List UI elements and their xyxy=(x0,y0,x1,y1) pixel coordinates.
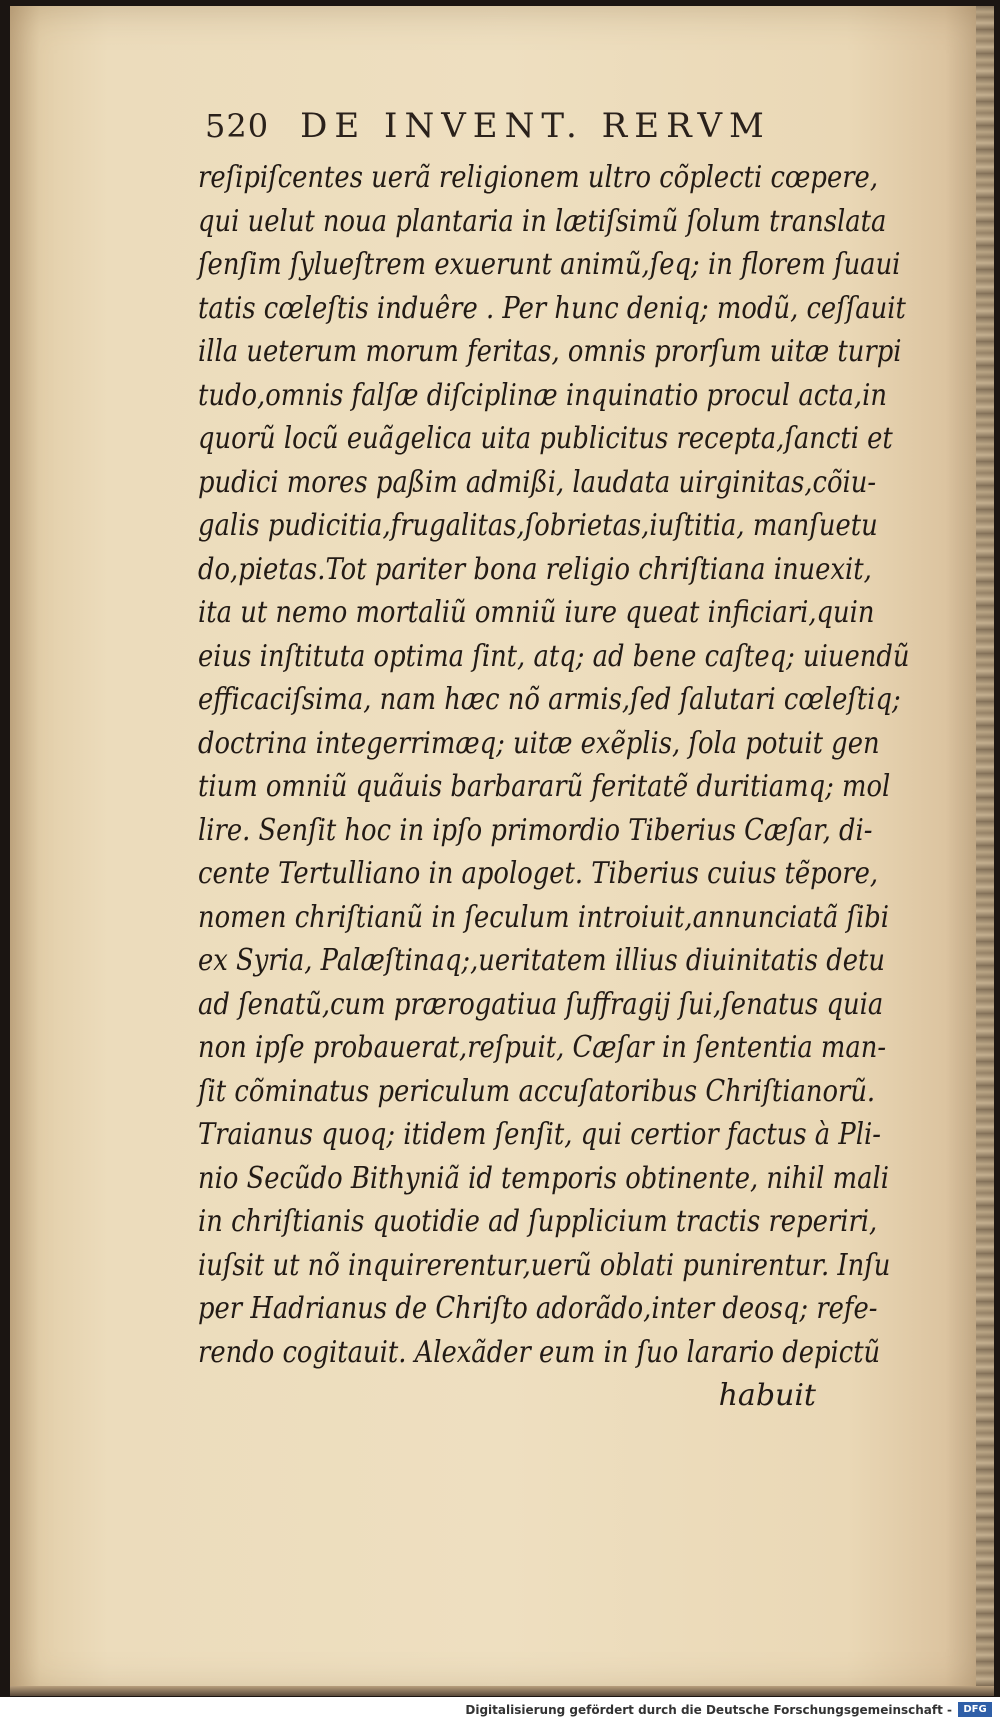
text-line: ad ſenatũ,cum prærogatiua ſuffragij ſui,ſenatus quia xyxy=(198,986,884,1022)
funding-credit: Digitalisierung gefördert durch die Deutsche Forschungsgemeinschaft - xyxy=(465,1703,952,1717)
text-line: lire. Senſit hoc in ipſo primordio Tiberius Cæſar, di- xyxy=(198,812,873,848)
text-line: doctrina integerrimæq; uitæ exẽplis, ſola potuit gen xyxy=(198,725,880,761)
running-head: DE INVENT. RERVM xyxy=(300,106,771,146)
text-line: quorũ locũ euãgelica uita publicitus recepta,ſancti et xyxy=(198,421,893,456)
text-line: per Hadrianus de Chriſto adorãdo,inter deosq; refe- xyxy=(198,1291,878,1326)
text-line: tudo,omnis falſæ diſciplinæ inquinatio procul acta,in xyxy=(198,377,887,413)
text-line: illa ueterum morum feritas, omnis prorſum uitæ turpi xyxy=(198,334,902,369)
page-header xyxy=(205,106,905,146)
text-line: do,pietas.Tot pariter bona religio chriſtiana inuexit, xyxy=(198,551,872,587)
text-line: tatis cœleſtis induêre . Per hunc deniq; modũ, ceſſauit xyxy=(198,290,906,326)
text-line: ita ut nemo mortaliũ omniũ iure queat inficiari,quin xyxy=(198,595,875,630)
text-line: pudici mores paßim admißi, laudata uirginitas,cõiu- xyxy=(198,464,877,500)
text-line: non ipſe probauerat,reſpuit, Cæſar in ſententia man- xyxy=(198,1030,887,1065)
text-line: efficaciſsima, nam hæc nõ armis,ſed ſalutari cœleſtiq; xyxy=(198,682,901,717)
text-line: reſipiſcentes uerã religionem ultro cõplecti cœpere, xyxy=(198,160,879,195)
dfg-logo: DFG xyxy=(958,1702,992,1717)
text-line: eius inſtituta optima ſint, atq; ad bene caſteq; uiuendũ xyxy=(198,638,910,674)
text-line: Traianus quoq; itidem ſenſit, qui certior factus à Pli- xyxy=(198,1117,881,1152)
text-line: in chriſtianis quotidie ad ſupplicium tractis reperiri, xyxy=(198,1204,878,1239)
text-line: ſenſim ſylueſtrem exuerunt animũ,ſeq; in florem ſuaui xyxy=(198,247,901,282)
footer-bar xyxy=(0,1697,1000,1723)
text-line: tium omniũ quãuis barbararũ feritatẽ duritiamq; mol xyxy=(198,769,891,804)
text-line: nomen chriſtianũ in ſeculum introiuit,annunciatã ſibi xyxy=(198,899,890,935)
text-line: galis pudicitia,frugalitas,ſobrietas,iuſtitia, manſuetu xyxy=(198,508,878,543)
text-line: iuſsit ut nõ inquirerentur,uerũ oblati punirentur. Inſu xyxy=(198,1247,891,1283)
catchword: habuit xyxy=(718,1378,816,1413)
text-line: ſit cõminatus periculum accuſatoribus Chriſtianorũ. xyxy=(198,1073,876,1109)
book-page xyxy=(10,6,994,1696)
text-line: ex Syria, Palæſtinaq;,ueritatem illius diuinitatis detu xyxy=(198,943,885,978)
text-line: qui uelut noua plantaria in lætiſsimũ ſolum translata xyxy=(198,203,887,239)
page-number: 520 xyxy=(205,107,270,145)
text-line: cente Tertulliano in apologet. Tiberius cuius tẽpore, xyxy=(198,856,879,891)
text-line: rendo cogitauit. Alexãder eum in ſuo larario depictũ xyxy=(198,1334,881,1370)
page-bottom-edge xyxy=(10,1686,994,1696)
text-line: nio Secũdo Bithyniã id temporis obtinente, nihil mali xyxy=(198,1160,889,1196)
body-text xyxy=(198,156,938,1418)
page-edge xyxy=(976,6,994,1696)
